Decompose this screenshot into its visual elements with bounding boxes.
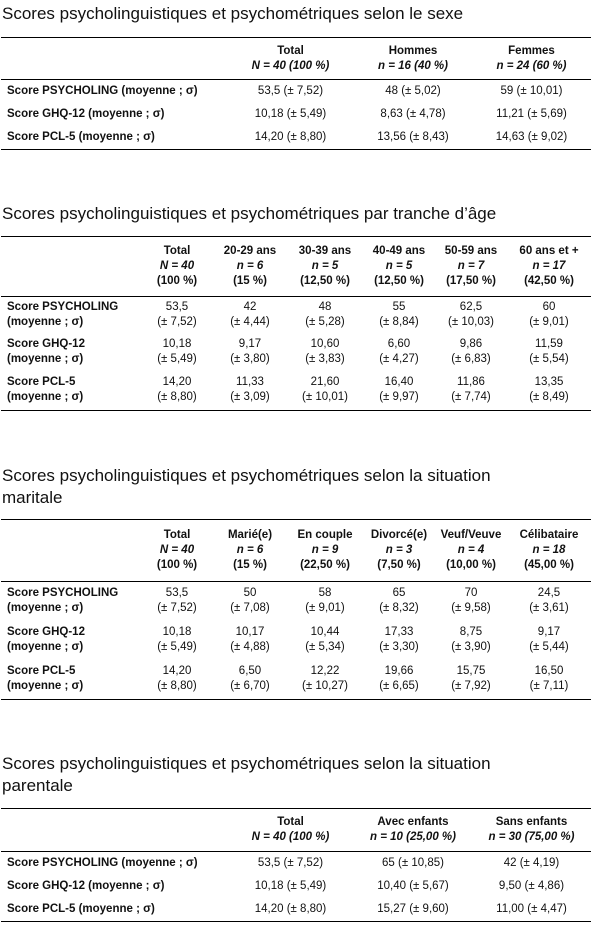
table-cell: 13,56 (± 8,43) <box>377 130 449 143</box>
table-header-row <box>1 237 591 297</box>
table-cell: 14,63 (± 9,02) <box>495 130 568 143</box>
table-cell: 16,50 (± 7,11) <box>529 665 569 693</box>
table-cell: 6,60 (± 4,27) <box>379 338 419 365</box>
table-title-maritale: Scores psycholinguistiques et psychométriques selon la situation maritale <box>2 466 491 507</box>
column-header: En couple n = 9 (22,50 %) <box>297 529 353 571</box>
table-parentale <box>1 808 591 922</box>
table-row <box>1 898 591 922</box>
table-cell: 60 (± 9,01) <box>529 301 569 329</box>
table-cell: 8,63 (± 4,78) <box>380 107 446 120</box>
table-cell: 14,20 (± 8,80) <box>157 376 197 404</box>
table-title-parentale: Scores psycholinguistiques et psychométriques selon la situation parentale <box>2 754 491 795</box>
table-cell: 62,5 (± 10,03) <box>448 301 494 329</box>
table-cell: 9,17 (± 5,44) <box>529 626 569 653</box>
row-label: Score PSYCHOLING (moyenne ; σ) <box>7 587 119 615</box>
column-header: Avec enfants n = 10 (25,00 %) <box>370 816 456 843</box>
table-header-row <box>1 520 591 582</box>
row-label: Score GHQ-12 (moyenne ; σ) <box>7 338 85 365</box>
table-cell: 70 (± 9,58) <box>451 587 491 615</box>
table-cell: 10,40 (± 5,67) <box>377 879 449 892</box>
table-cell: 6,50 (± 6,70) <box>230 665 270 693</box>
row-label: Score PCL-5 (moyenne ; σ) <box>7 376 84 404</box>
row-label: Score PCL-5 (moyenne ; σ) <box>7 665 84 693</box>
table-cell: 19,66 (± 6,65) <box>379 665 419 693</box>
table-cell: 12,22 (± 10,27) <box>302 665 348 693</box>
column-header: Total N = 40 (100 %) <box>156 245 198 287</box>
row-label: Score GHQ-12 (moyenne ; σ) <box>7 879 165 892</box>
table-cell: 9,50 (± 4,86) <box>498 879 565 892</box>
column-header: 20-29 ans n = 6 (15 %) <box>223 245 277 287</box>
table-cell: 53,5 (± 7,52) <box>257 856 324 869</box>
table-row <box>1 126 591 150</box>
table-cell: 13,35 (± 8,49) <box>529 376 569 404</box>
column-header: Hommes n = 16 (40 %) <box>378 44 448 72</box>
section-maritale <box>0 465 593 693</box>
section-sexe <box>0 3 593 143</box>
column-header: Célibataire n = 18 (45,00 %) <box>519 529 579 571</box>
table-row <box>1 80 591 103</box>
column-header: 60 ans et + n = 17 (42,50 %) <box>519 245 579 287</box>
table-cell: 10,18 (± 5,49) <box>157 626 197 653</box>
table-cell: 65 (± 10,85) <box>382 856 444 869</box>
table-cell: 24,5 (± 3,61) <box>529 587 569 615</box>
table-cell: 58 (± 9,01) <box>305 587 345 615</box>
column-header: Femmes n = 24 (60 %) <box>496 44 567 72</box>
table-header-row <box>1 38 591 80</box>
table-cell: 11,00 (± 4,47) <box>496 902 567 915</box>
table-cell: 11,21 (± 5,69) <box>496 107 567 120</box>
table-cell: 10,18 (± 5,49) <box>254 107 327 120</box>
table-title-age: Scores psycholinguistiques et psychométriques par tranche d’âge <box>2 204 497 223</box>
table-cell: 17,33 (± 3,30) <box>379 626 419 653</box>
table-cell: 65 (± 8,32) <box>379 587 419 615</box>
table-cell: 15,27 (± 9,60) <box>377 902 449 915</box>
column-header: Divorcé(e) n = 3 (7,50 %) <box>370 529 428 571</box>
table-cell: 9,17 (± 3,80) <box>230 338 270 365</box>
table-row <box>1 297 591 334</box>
column-header: Total N = 40 (100 %) <box>251 816 330 843</box>
table-cell: 42 (± 4,44) <box>230 301 270 329</box>
table-cell: 53,5 (± 7,52) <box>157 301 197 329</box>
table-row <box>1 621 591 660</box>
row-label: Score GHQ-12 (moyenne ; σ) <box>7 107 165 120</box>
table-cell: 14,20 (± 8,80) <box>254 130 327 143</box>
row-label: Score GHQ-12 (moyenne ; σ) <box>7 626 85 653</box>
table-row <box>1 334 591 371</box>
column-header: 40-49 ans n = 5 (12,50 %) <box>372 245 426 287</box>
table-age <box>1 236 591 411</box>
table-cell: 48 (± 5,28) <box>305 301 345 329</box>
column-header: Total N = 40 (100 %) <box>251 44 330 72</box>
column-header: Sans enfants n = 30 (75,00 %) <box>488 816 575 843</box>
table-cell: 42 (± 4,19) <box>503 856 560 869</box>
table-cell: 21,60 (± 10,01) <box>302 376 348 404</box>
column-header: 50-59 ans n = 7 (17,50 %) <box>444 245 498 287</box>
table-row <box>1 875 591 898</box>
table-row <box>1 660 591 700</box>
column-header: Marié(e) n = 6 (15 %) <box>227 529 273 571</box>
row-label: Score PCL-5 (moyenne ; σ) <box>7 130 155 143</box>
table-cell: 53,5 (± 7,52) <box>257 84 324 97</box>
table-cell: 10,44 (± 5,34) <box>305 626 345 653</box>
section-parentale <box>0 753 593 915</box>
table-cell: 50 (± 7,08) <box>230 587 270 615</box>
table-row <box>1 852 591 875</box>
table-cell: 53,5 (± 7,52) <box>157 587 197 615</box>
table-row <box>1 582 591 621</box>
column-header: Veuf/Veuve n = 4 (10,00 %) <box>440 529 502 571</box>
table-title-sexe: Scores psycholinguistiques et psychométriques selon le sexe <box>2 4 464 23</box>
row-label: Score PSYCHOLING (moyenne ; σ) <box>7 856 198 869</box>
table-maritale <box>1 519 591 700</box>
table-cell: 11,86 (± 7,74) <box>451 376 491 404</box>
table-row <box>1 103 591 126</box>
table-cell: 8,75 (± 3,90) <box>451 626 491 653</box>
table-cell: 59 (± 10,01) <box>500 84 563 97</box>
table-cell: 55 (± 8,84) <box>379 301 419 329</box>
column-header: Total N = 40 (100 %) <box>156 529 198 571</box>
row-label: Score PSYCHOLING (moyenne ; σ) <box>7 84 198 97</box>
table-cell: 10,18 (± 5,49) <box>157 338 197 365</box>
table-cell: 9,86 (± 6,83) <box>451 338 491 365</box>
table-cell: 16,40 (± 9,97) <box>379 376 419 404</box>
table-row <box>1 371 591 411</box>
table-cell: 10,60 (± 3,83) <box>305 338 345 365</box>
table-cell: 14,20 (± 8,80) <box>254 902 327 915</box>
table-cell: 10,17 (± 4,88) <box>230 626 270 653</box>
table-cell: 11,59 (± 5,54) <box>529 338 569 365</box>
table-cell: 48 (± 5,02) <box>385 84 441 97</box>
table-cell: 15,75 (± 7,92) <box>451 665 491 693</box>
section-age <box>0 203 593 404</box>
table-sexe <box>1 37 591 150</box>
row-label: Score PCL-5 (moyenne ; σ) <box>7 902 155 915</box>
table-cell: 11,33 (± 3,09) <box>230 376 270 404</box>
table-cell: 14,20 (± 8,80) <box>157 665 197 693</box>
table-cell: 10,18 (± 5,49) <box>254 879 327 892</box>
row-label: Score PSYCHOLING (moyenne ; σ) <box>7 301 119 329</box>
table-header-row <box>1 809 591 852</box>
column-header: 30-39 ans n = 5 (12,50 %) <box>298 245 352 287</box>
